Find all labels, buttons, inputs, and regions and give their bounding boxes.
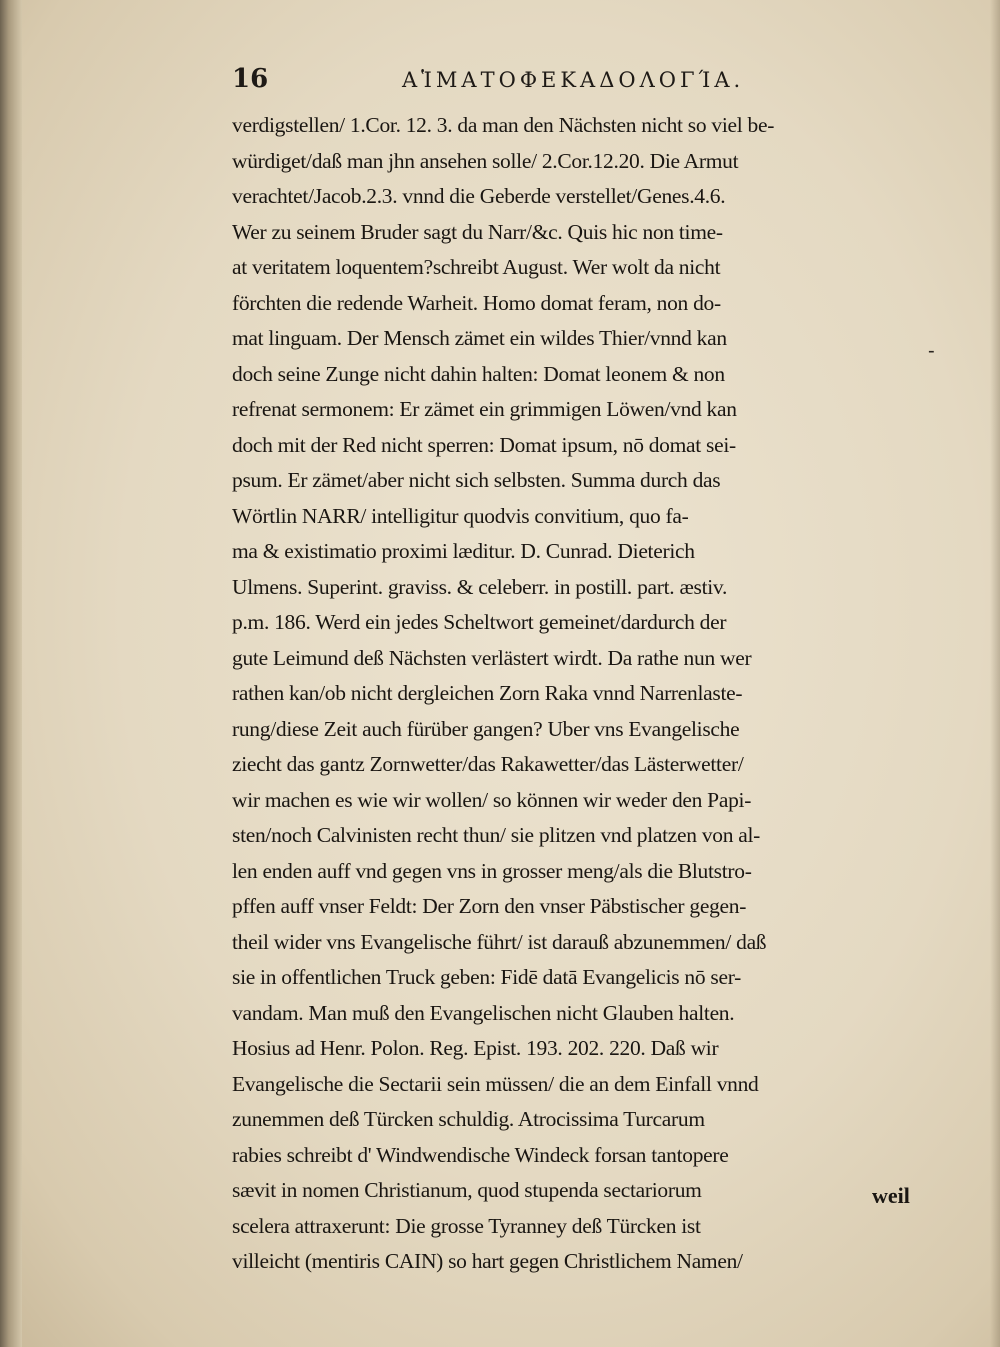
page-number: 16 — [232, 64, 269, 94]
text-line: at veritatem loquentem?schreibt August. Wer wolt da nicht — [232, 255, 721, 279]
running-title: ΑἹΜΑΤΟΦΕΚΑΔΟΛΟΓΊΑ. — [402, 68, 745, 92]
text-line: zunemmen deß Türcken schuldig. Atrocissima Turcarum — [232, 1107, 705, 1131]
text-line: theil wider vns Evangelische führt/ ist darauß abzunemmen/ daß — [232, 929, 767, 954]
page-edge-shadow — [990, 0, 1000, 1347]
text-line: wir machen es wie wir wollen/ so können wir weder den Papi- — [232, 787, 752, 812]
margin-mark: - — [928, 340, 935, 362]
text-line: verdigstellen/ 1.Cor. 12. 3. da man den Nächsten nicht so viel be- — [232, 113, 775, 137]
text-line: würdiget/daß man jhn ansehen solle/ 2.Cor.12.20. Die Armut — [232, 148, 739, 173]
text-line: psum. Er zämet/aber nicht sich selbsten. Summa durch das — [232, 468, 721, 492]
text-line: Wer zu seinem Bruder sagt du Narr/&c. Quis hic non time- — [232, 219, 723, 244]
text-line: rung/diese Zeit auch fürüber gangen? Uber vns Evangelische — [232, 716, 740, 741]
text-line: sie in offentlichen Truck geben: Fidē datā Evangelicis nō ser- — [232, 965, 741, 989]
text-line: rabies schreibt d' Windwendische Windeck forsan tantopere — [232, 1142, 729, 1167]
text-line: doch seine Zunge nicht dahin halten: Domat leonem & non — [232, 361, 725, 386]
text-line: förchten die redende Warheit. Homo domat feram, non do- — [232, 290, 721, 315]
catchword: weil — [872, 1183, 910, 1208]
text-line: sten/noch Calvinisten recht thun/ sie plitzen vnd platzen von al- — [232, 823, 761, 847]
text-line: doch mit der Red nicht sperren: Domat ipsum, nō domat sei- — [232, 432, 736, 457]
text-line: Hosius ad Henr. Polon. Reg. Epist. 193. 202. 220. Daß wir — [232, 1036, 719, 1060]
page-header — [232, 64, 922, 104]
text-line: Wörtlin NARR/ intelligitur quodvis convitium, quo fa- — [232, 503, 689, 528]
text-line: mat linguam. Der Mensch zämet ein wildes Thier/vnnd kan — [232, 326, 727, 350]
text-line: Ulmens. Superint. graviss. & celeberr. in postill. part. æstiv. — [232, 574, 728, 599]
text-line: gute Leimund deß Nächsten verlästert wirdt. Da rathe nun wer — [232, 645, 752, 670]
text-line: verachtet/Jacob.2.3. vnnd die Geberde verstellet/Genes.4.6. — [232, 184, 726, 208]
page-gutter-shadow — [0, 0, 22, 1347]
text-line: villeicht (mentiris CAIN) so hart gegen Christlichem Namen/ — [232, 1249, 743, 1273]
text-line: pffen auff vnser Feldt: Der Zorn den vnser Päbstischer gegen- — [232, 894, 747, 918]
text-line: refrenat sermonem: Er zämet ein grimmigen Löwen/vnd kan — [232, 397, 737, 421]
text-line: Evangelische die Sectarii sein müssen/ die an dem Einfall vnnd — [232, 1071, 759, 1096]
text-line: sævit in nomen Christianum, quod stupenda sectariorum — [232, 1178, 702, 1202]
text-line: len enden auff vnd gegen vns in grosser meng/als die Blutstro- — [232, 858, 752, 883]
text-line: ma & existimatio proximi læditur. D. Cunrad. Dieterich — [232, 539, 695, 563]
text-line: vandam. Man muß den Evangelischen nicht Glauben halten. — [232, 1000, 735, 1025]
body-text — [232, 108, 922, 1280]
text-line: rathen kan/ob nicht dergleichen Zorn Raka vnnd Narrenlaste- — [232, 681, 743, 705]
text-line: scelera attraxerunt: Die grosse Tyranney deß Türcken ist — [232, 1213, 701, 1238]
text-line: p.m. 186. Werd ein jedes Scheltwort gemeinet/dardurch der — [232, 610, 727, 634]
text-line: ziecht das gantz Zornwetter/das Rakawetter/das Lästerwetter/ — [232, 752, 744, 776]
